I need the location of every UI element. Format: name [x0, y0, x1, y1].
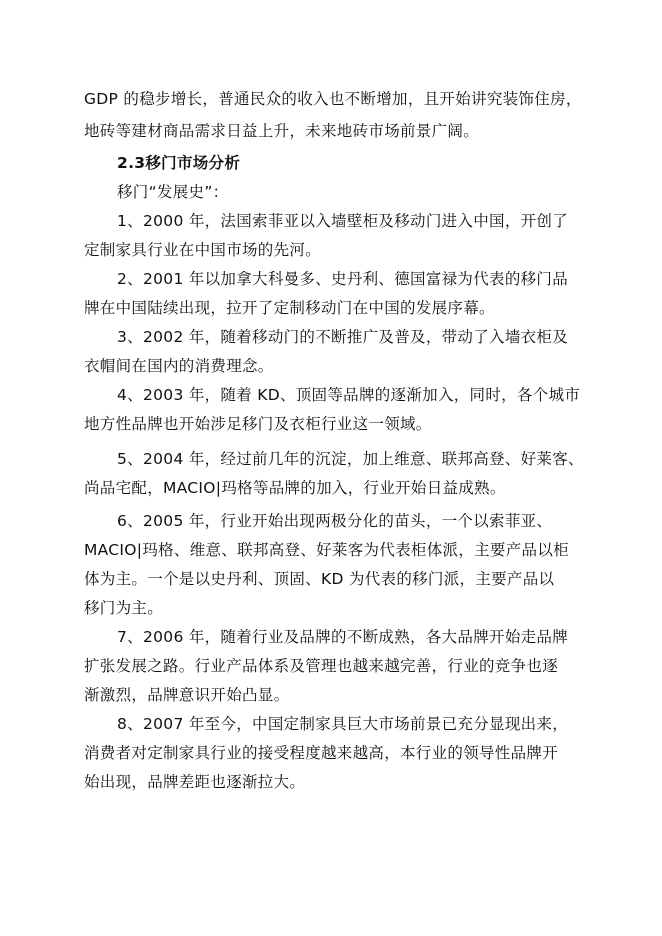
- entry-line: MACIO|玛格、维意、联邦高登、好莱客为代表柜体派，主要产品以柜: [84, 541, 569, 559]
- entry-line: 牌在中国陆续出现，拉开了定制移动门在中国的发展序幕。: [84, 299, 495, 317]
- entry-line: 尚品宅配，MACIO|玛格等品牌的加入，行业开始日益成熟。: [84, 479, 506, 497]
- entry-line: 定制家具行业在中国市场的先河。: [84, 241, 322, 259]
- entry-line: 6、2005 年，行业开始出现两极分化的苗头，一个以索菲亚、: [117, 512, 553, 530]
- entry-line: 5、2004 年，经过前几年的沉淀，加上维意、联邦高登、好莱客、: [117, 450, 584, 468]
- entry-line: 体为主。一个是以史丹利、顶固、KD 为代表的移门派，主要产品以: [84, 570, 555, 588]
- entry-line: 扩张发展之路。行业产品体系及管理也越来越完善，行业的竞争也逐: [84, 657, 559, 675]
- entry-line: 7、2006 年，随着行业及品牌的不断成熟，各大品牌开始走品牌: [117, 628, 569, 646]
- entry-line: 3、2002 年，随着移动门的不断推广及普及，带动了入墙衣柜及: [117, 328, 569, 346]
- section-heading: 2.3移门市场分析: [117, 154, 241, 172]
- entry-line: 8、2007 年至今，中国定制家具巨大市场前景已充分显现出来，: [117, 715, 569, 733]
- entry-line: 地方性品牌也开始涉足移门及衣柜行业这一领域。: [84, 415, 432, 433]
- entry-line: 始出现，品牌差距也逐渐拉大。: [84, 773, 306, 791]
- entry-line: 渐激烈，品牌意识开始凸显。: [84, 686, 290, 704]
- entry-line: 4、2003 年，随着 KD、顶固等品牌的逐渐加入，同时，各个城市: [117, 386, 581, 404]
- paragraph-line: 地砖等建材商品需求日益上升，未来地砖市场前景广阔。: [84, 122, 480, 140]
- entry-line: 移门为主。: [84, 599, 164, 617]
- history-label: 移门“发展史”：: [117, 183, 229, 201]
- paragraph-line: GDP 的稳步增长，普通民众的收入也不断增加，且开始讲究装饰住房，: [84, 90, 582, 108]
- entry-line: 2、2001 年以加拿大科曼多、史丹利、德国富禄为代表的移门品: [117, 270, 569, 288]
- entry-line: 消费者对定制家具行业的接受程度越来越高，本行业的领导性品牌开: [84, 744, 559, 762]
- entry-line: 衣帽间在国内的消费理念。: [84, 357, 274, 375]
- entry-line: 1、2000 年，法国索菲亚以入墙壁柜及移动门进入中国，开创了: [117, 212, 569, 230]
